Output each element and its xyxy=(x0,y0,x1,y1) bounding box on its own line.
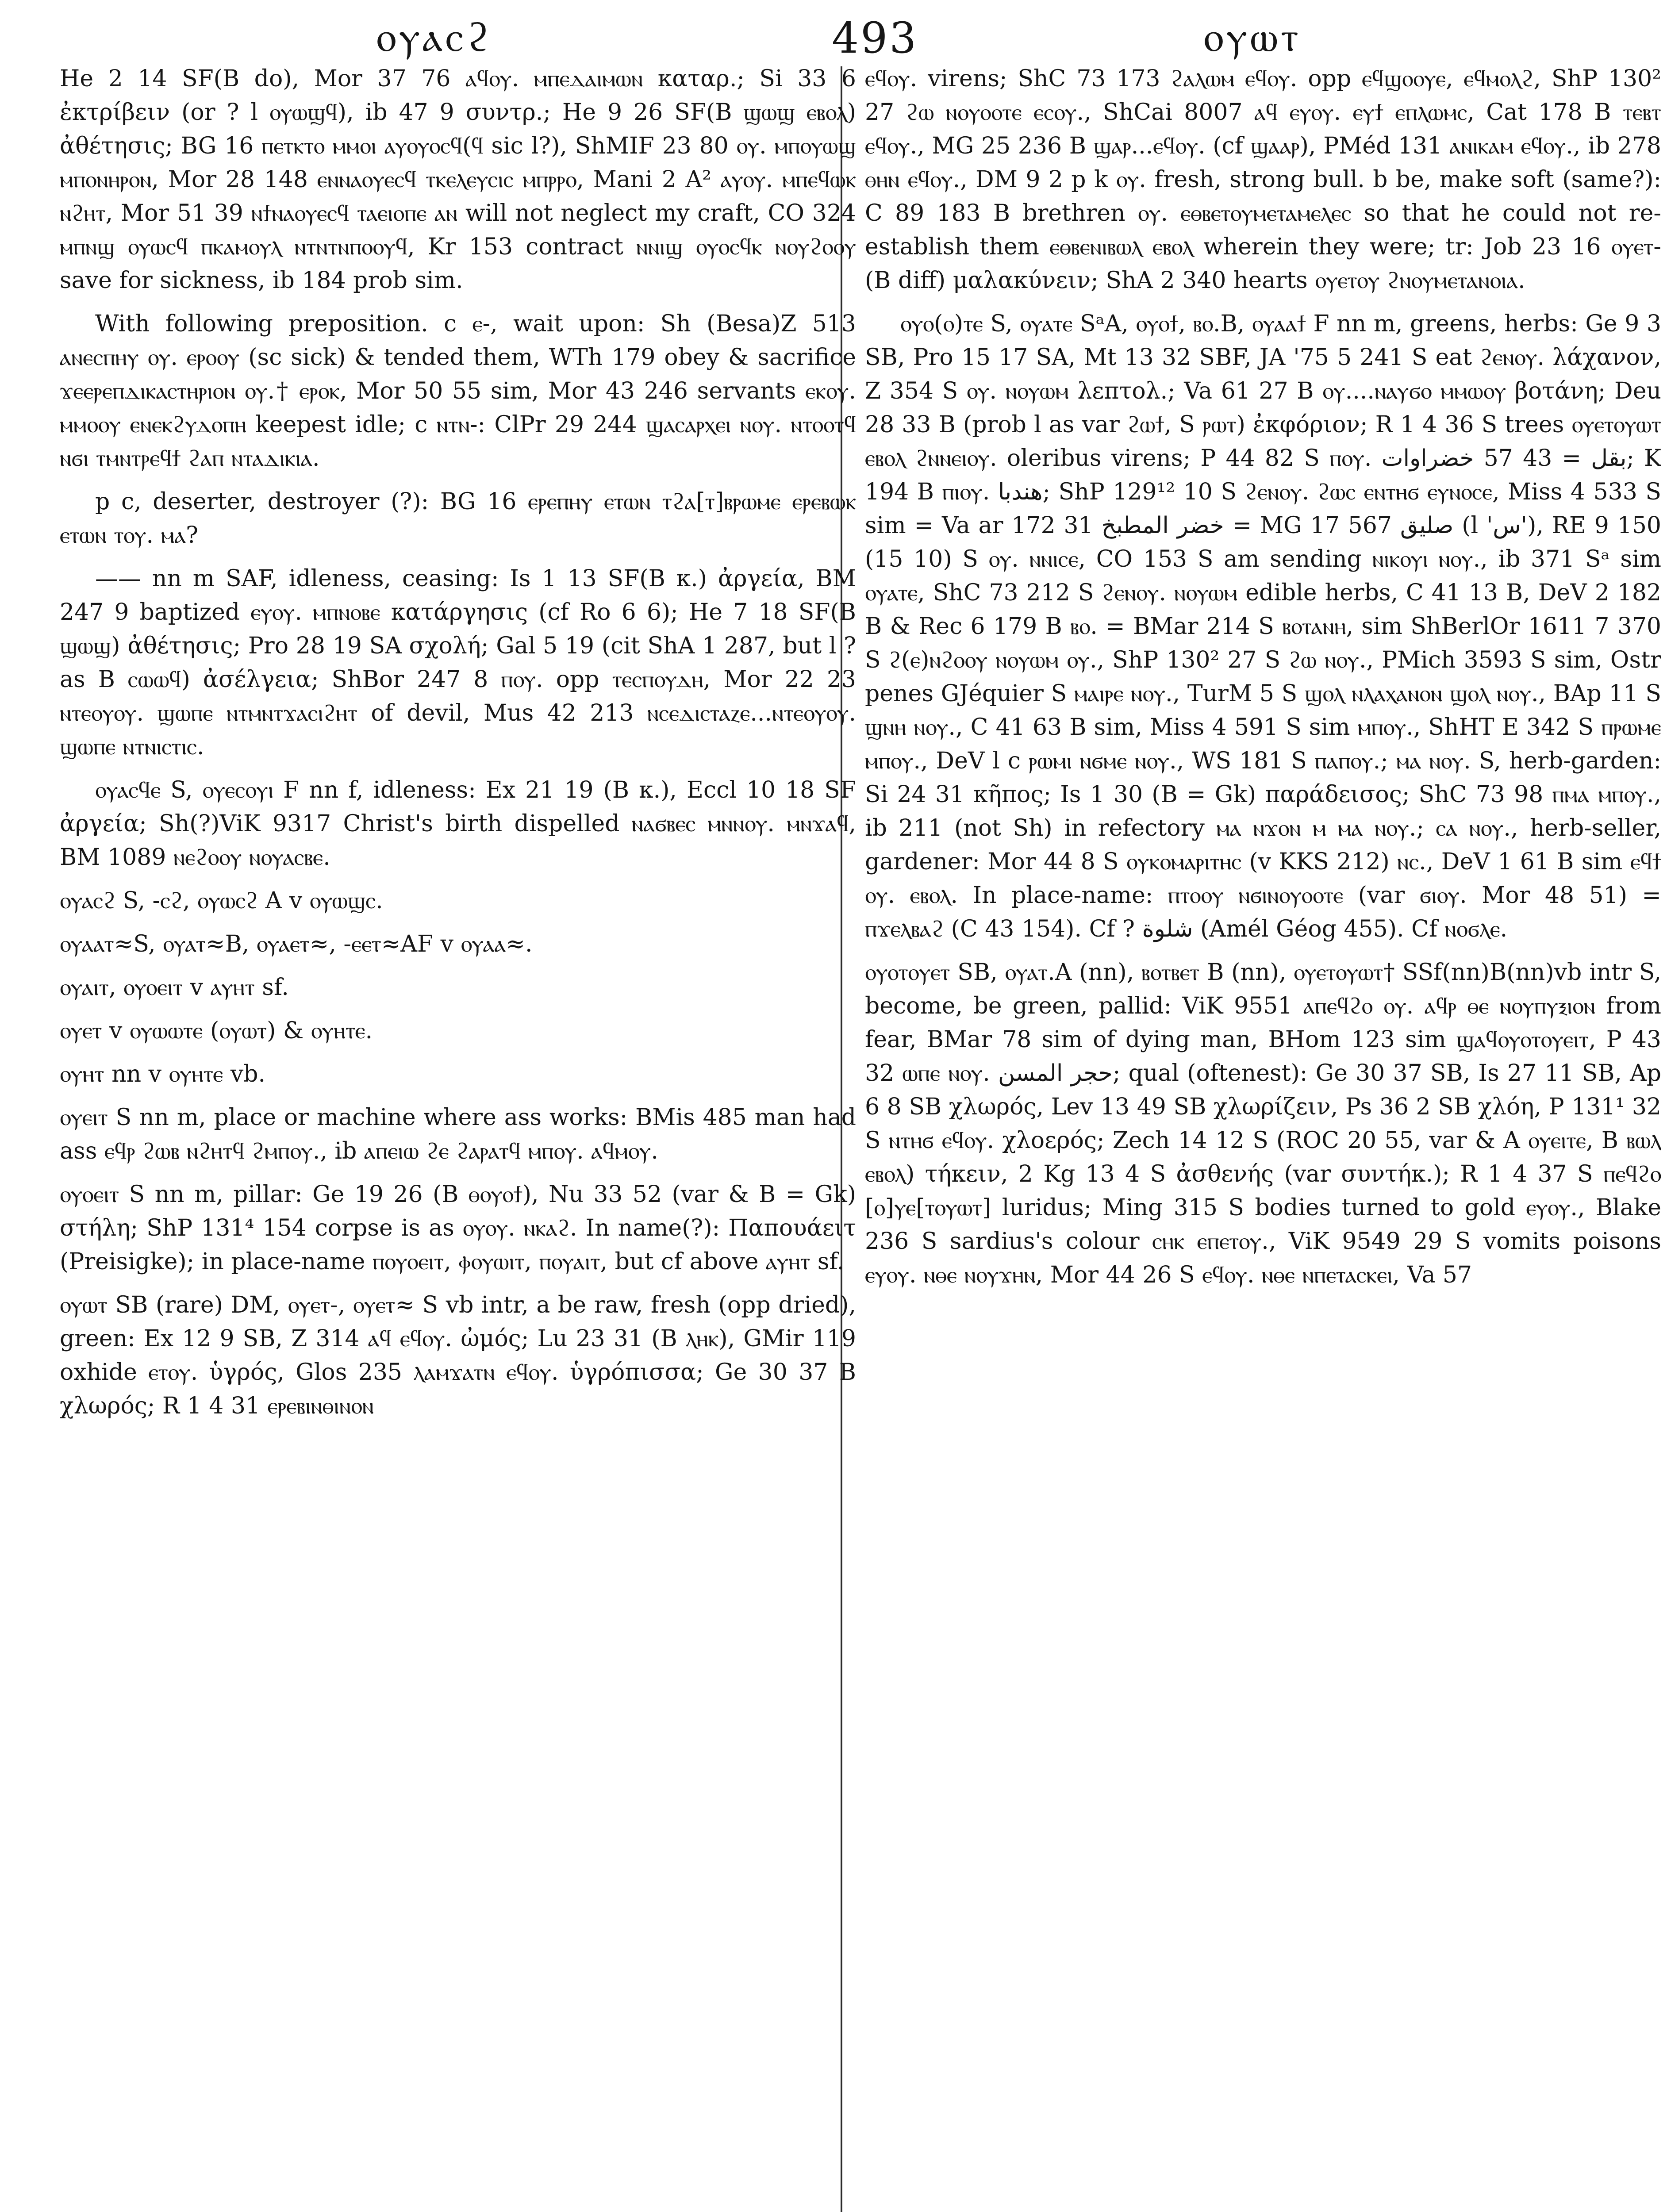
cross-ref-ouaat: ⲟⲩⲁⲁⲧ≈S, ⲟⲩⲁⲧ≈B, ⲟⲩⲁⲉⲧ≈, -ⲉⲉⲧ≈AF v ⲟⲩⲁⲁ≈. xyxy=(60,931,533,957)
page-header xyxy=(0,0,1667,66)
noun-entry-idleness: —— nn m SAF, idleness, ceasing: Is 1 13 SF(B κ.) ἀργεία, BM 247 9 baptized ⲉⲩⲟⲩ. ⲙⲡⲛⲟⲃⲉ κατάργησις (cf Ro 6 6); He 7 18 SF(B ϣⲱϣ) ἀθέτησις; Pro 28 19 SA σχολή; Gal 5 19 (cit ShA 1 287, but l ? as B ⲥⲱⲱϥ) ἀσέλγεια; ShBor 247 8 ⲡⲟⲩ. opp ⲧⲉⲥⲡⲟⲩⲇⲏ, Mor 22 23 ⲛⲧⲉⲟⲩⲟⲩ. ϣⲱⲡⲉ ⲛⲧⲙⲛⲧϫⲁⲥⲓϩⲏⲧ of devil, Mus 42 213 ⲛⲥⲉⲇⲓⲥⲧⲁⲍⲉ...ⲛⲧⲉⲟⲩⲟⲩ. ϣⲱⲡⲉ ⲛⲧⲛⲓⲥⲧⲓⲥ. xyxy=(60,565,856,760)
entry-oueit: ⲟⲩⲉⲓⲧ S nn m, place or machine where ass works: BMis 485 man had ass ⲉϥⲣ ϩⲱⲃ ⲛϩⲏⲧϥ ϩⲙⲡⲟⲩ., ib ⲁⲡⲉⲓⲱ ϩⲉ ϩⲁⲣⲁⲧϥ ⲙⲡⲟⲩ. ⲁϥⲙⲟⲩ. xyxy=(60,1104,856,1164)
entry-ouoeit-pillar: ⲟⲩⲟⲉⲓⲧ S nn m, pillar: Ge 19 26 (B ⲑⲟⲩⲟϯ), Nu 33 52 (var & B = Gk) στήλη; ShP 131⁴ 154 corpse is as ⲟⲩⲟⲩ. ⲛⲕⲁϩ. In name(?): Παπουάειτ (Preisigke); in place-name ⲡⲟⲩⲟⲉⲓⲧ, ⲫⲟⲩⲱⲓⲧ, ⲡⲟⲩⲁⲓⲧ, but cf above ⲁⲩⲏⲧ sf. xyxy=(60,1181,856,1275)
preposition-usage: With following preposition. c ⲉ-, wait upon: Sh (Besa)Z 513 ⲁⲛⲉⲥⲡⲏⲩ ⲟⲩ. ⲉⲣⲟⲟⲩ (sc sick) & tended them, WTh 179 obey & sacrifice ϫⲉⲉⲣⲉⲡⲇⲓⲕⲁⲥⲧⲏⲣⲓⲟⲛ ⲟⲩ.† ⲉⲣⲟⲕ, Mor 50 55 sim, Mor 43 246 servants ⲉⲕⲟⲩ. ⲙⲙⲟⲟⲩ ⲉⲛⲉⲕϩⲩⲇⲟⲡⲏ keepest idle; c ⲛⲧⲛ-: ClPr 29 244 ϣⲁⲥⲁⲣⲭⲉⲓ ⲛⲟⲩ. ⲛⲧⲟⲟⲧϥ ⲛϭⲓ ⲧⲙⲛⲧⲣⲉϥϯ ϩⲁⲡ ⲛⲧⲁⲇⲓⲕⲓⲁ. xyxy=(60,311,856,472)
entry-ouot-continuation: ⲉϥⲟⲩ. virens; ShC 73 173 ϩⲁⲗⲱⲙ ⲉϥⲟⲩ. opp ⲉϥϣⲟⲟⲩⲉ, ⲉϥⲙⲟⲗϩ, ShP 130² 27 ϩⲱ ⲛⲟⲩⲟⲟⲧⲉ ⲉⲥⲟⲩ., ShCai 8007 ⲁϥ ⲉⲩⲟⲩ. ⲉⲩϯ ⲉⲡⲗⲱⲙⲥ, Cat 178 B ⲧⲉⲃⲧ ⲉϥⲟⲩ., MG 25 236 B ϣⲁⲣ...ⲉϥⲟⲩ. (cf ϣⲁⲁⲣ), PMéd 131 ⲁⲛⲓⲕⲁⲙ ⲉϥⲟⲩ., ib 278 ⲑⲏⲛ ⲉϥⲟⲩ., DM 9 2 p k ⲟⲩ. fresh, strong bull. b be, make soft (same?): C 89 183 B brethren ⲟⲩ. ⲉⲑⲃⲉⲧⲟⲩⲙⲉⲧⲁⲙⲉⲗⲉⲥ so that he could not re-establish them ⲉⲑⲃⲉⲛⲓⲃⲱⲗ ⲉⲃⲟⲗ wherein they were; tr: Job 23 16 ⲟⲩⲉⲧ- (B diff) μαλακύνειν; ShA 2 340 hearts ⲟⲩⲉⲧⲟⲩ ϩⲛⲟⲩⲙⲉⲧⲁⲛⲟⲓⲁ. xyxy=(865,65,1661,294)
left-running-headword: ⲟⲩⲁⲥϩ xyxy=(376,13,493,61)
entry-ouotouet: ⲟⲩⲟⲧⲟⲩⲉⲧ SB, ⲟⲩⲁⲧ.A (nn), ⲃⲟⲧⲃⲉⲧ B (nn), ⲟⲩⲉⲧⲟⲩⲱⲧ† SSf(nn)B(nn)vb intr S, become, be green, pallid: ViK 9551 ⲁⲡⲉϥϩⲟ ⲟⲩ. ⲁϥⲣ ⲑⲉ ⲛⲟⲩⲡⲩⲝⲓⲟⲛ from fear, BMar 78 sim of dying man, BHom 123 sim ϣⲁϥⲟⲩⲟⲧⲟⲩⲉⲓⲧ, P 43 32 ⲱⲡⲉ ⲛⲟⲩ. حجر المسن; qual (oftenest): Ge 30 37 SB, Is 27 11 SB, Ap 6 8 SB χλωρός, Lev 13 49 SB χλωρίζειν, Ps 36 2 SB χλόη, P 131¹ 32 S ⲛⲧⲏϭ ⲉϥⲟⲩ. χλοερός; Zech 14 12 S (ROC 20 55, var & A ⲟⲩⲉⲓⲧⲉ, B ⲃⲱⲗ ⲉⲃⲟⲗ) τήκειν, 2 Kg 13 4 S ἀσθενής (var συντήκ.); R 1 4 37 S ⲡⲉϥϩⲟ [ⲟ]ⲩⲉ[ⲧⲟⲩⲱⲧ] luridus; Ming 315 S bodies turned to gold ⲉⲩⲟⲩ., Blake 236 S sardius's colour ⲥⲏⲕ ⲉⲡⲉⲧⲟⲩ., ViK 9549 29 S vomits poisons ⲉⲩⲟⲩ. ⲛⲑⲉ ⲛⲟⲩϫⲏⲛ, Mor 44 26 S ⲉϥⲟⲩ. ⲛⲑⲉ ⲛⲡⲉⲧⲁⲥⲕⲉⲓ, Va 57 xyxy=(865,959,1661,1288)
cross-ref-ouet: ⲟⲩⲉⲧ v ⲟⲩⲱⲱⲧⲉ (ⲟⲩⲱⲧ) & ⲟⲩⲏⲧⲉ. xyxy=(60,1018,373,1044)
cross-ref-ouet-nn: ⲟⲩⲏⲧ nn v ⲟⲩⲏⲧⲉ vb. xyxy=(60,1061,266,1087)
page-number: 493 xyxy=(832,13,918,63)
entry-continuation: He 2 14 SF(B do), Mor 37 76 ⲁϥⲟⲩ. ⲙⲡⲉⲇⲁⲓⲙⲱⲛ καταρ.; Si 33 6 ἐκτρίβειν (or ? l ⲟⲩⲱϣϥ), ib 47 9 συντρ.; He 9 26 SF(B ϣⲱϣ ⲉⲃⲟⲗ) ἀθέτησις; BG 16 ⲡⲉⲧⲕⲧⲟ ⲙⲙⲟⲓ ⲁⲩⲟⲩⲟⲥϥ(ϥ sic l?), ShMIF 23 80 ⲟⲩ. ⲙⲡⲟⲩⲱϣ ⲙⲡⲟⲛⲏⲣⲟⲛ, Mor 28 148 ⲉⲛⲛⲁⲟⲩⲉⲥϥ ⲧⲕⲉⲗⲉⲩⲥⲓⲥ ⲙⲡⲣⲣⲟ, Mani 2 A² ⲁⲩⲟⲩ. ⲙⲡⲉϥⲱⲕ ⲛϩⲏⲧ, Mor 51 39 ⲛϯⲛⲁⲟⲩⲉⲥϥ ⲧⲁⲉⲓⲟⲡⲉ ⲁⲛ will not neglect my craft, CO 324 ⲙⲡⲛϣ ⲟⲩⲱⲥϥ ⲡⲕⲁⲙⲟⲩⲗ ⲛⲧⲛⲧⲛⲡⲟⲟⲩϥ, Kr 153 contract ⲛⲛⲓϣ ⲟⲩⲟⲥϥⲕ ⲛⲟⲩϩⲟⲟⲩ save for sickness, ib 184 prob sim. xyxy=(60,65,856,294)
cross-ref-ouait: ⲟⲩⲁⲓⲧ, ⲟⲩⲟⲉⲓⲧ v ⲁⲩⲏⲧ sf. xyxy=(60,974,289,1001)
entry-ouasqe: ⲟⲩⲁⲥϥⲉ S, ⲟⲩⲉⲥⲟⲩⲓ F nn f, idleness: Ex 21 19 (B κ.), Eccl 10 18 SF ἀργεία; Sh(?)ViK 9317 Christ's birth dispelled ⲛⲁϭⲃⲉⲥ ⲙⲛⲛⲟⲩ. ⲙⲛϫⲁϥ, BM 1089 ⲛⲉϩⲟⲟⲩ ⲛⲟⲩⲁⲥⲃⲉ. xyxy=(60,777,856,871)
entry-ouoote-greens: ⲟⲩⲟ(ⲟ)ⲧⲉ S, ⲟⲩⲁⲧⲉ SᵃA, ⲟⲩⲟϯ, ⲃⲟ.B, ⲟⲩⲁⲁϯ F nn m, greens, herbs: Ge 9 3 SB, Pro 15 17 SA, Mt 13 32 SBF, JA '75 5 241 S eat ϩⲉⲛⲟⲩ. λάχανον, Z 354 S ⲟⲩ. ⲛⲟⲩⲱⲙ λεπτολ.; Va 61 27 B ⲟⲩ....ⲛⲁⲩϭⲟ ⲙⲙⲱⲟⲩ βοτάνη; Deu 28 33 B (prob l as var ϩⲱϯ, S ⲣⲱⲧ) ἐκφόριον; R 1 4 36 S trees ⲟⲩⲉⲧⲟⲩⲱⲧ ⲉⲃⲟⲗ ϩⲛⲛⲉⲓⲟⲩ. oleribus virens; P 44 82 S ⲡⲟⲩ. بقل = 43 57 خضراوات; K 194 B ⲡⲓⲟⲩ. هندبا; ShP 129¹² 10 S ϩⲉⲛⲟⲩ. ϩⲱⲥ ⲉⲛⲧⲏϭ ⲉⲩⲛⲟⲥⲉ, Miss 4 533 S sim = Va ar 172 31 خضر المطبخ = MG 17 567 صليق (l 'س'), RE 9 150 (15 10) S ⲟⲩ. ⲛⲛⲓⲥⲉ, CO 153 S am sending ⲛⲓⲕⲟⲩⲓ ⲛⲟⲩ., ib 371 Sᵃ sim ⲟⲩⲁⲧⲉ, ShC 73 212 S ϩⲉⲛⲟⲩ. ⲛⲟⲩⲱⲙ edible herbs, C 41 13 B, DeV 2 182 B & Rec 6 179 B ⲃⲟ. = BMar 214 S ⲃⲟⲧⲁⲛⲏ, sim ShBerlOr 1611 7 370 S ϩ(ⲉ)ⲛϩⲟⲟⲩ ⲛⲟⲩⲱⲙ ⲟⲩ., ShP 130² 27 S ϩⲱ ⲛⲟⲩ., PMich 3593 S sim, Ostr penes GJéquier S ⲙⲁⲓⲣⲉ ⲛⲟⲩ., TurM 5 S ϣⲟⲗ ⲛⲗⲁⲭⲁⲛⲟⲛ ϣⲟⲗ ⲛⲟⲩ., BAp 11 S ϣⲛⲏ ⲛⲟⲩ., C 41 63 B sim, Miss 4 591 S sim ⲙⲡⲟⲩ., ShHT E 342 S ⲡⲣⲱⲙⲉ ⲙⲡⲟⲩ., DeV l c ⲣⲱⲙⲓ ⲛϭⲙⲉ ⲛⲟⲩ., WS 181 S ⲡⲁⲡⲟⲩ.; ⲙⲁ ⲛⲟⲩ. S, herb-garden: Si 24 31 κῆπος; Is 1 30 (B = Gk) παράδεισος; ShC 73 98 ⲡⲙⲁ ⲙⲡⲟⲩ., ib 211 (not Sh) in refectory ⲙⲁ ⲛϫⲟⲛ ⲙ ⲙⲁ ⲛⲟⲩ.; ⲥⲁ ⲛⲟⲩ., herb-seller, gardener: Mor 44 8 S ⲟⲩⲕⲟⲙⲁⲣⲓⲧⲏⲥ (v KKS 212) ⲛⲥ., DeV 1 61 B sim ⲉϥϯ ⲟⲩ. ⲉⲃⲟⲗ. In place-name: ⲡⲧⲟⲟⲩ ⲛϭⲓⲛⲟⲩⲟⲟⲧⲉ (var ϭⲓⲟⲩ. Mor 48 51) = ⲡϫⲉⲗⲃⲁϩ (C 43 154). Cf ? شلوة (Amél Géog 455). Cf ⲛⲟϭⲗⲉ. xyxy=(865,311,1661,942)
cross-ref-ouasx: ⲟⲩⲁⲥϩ S, -ⲥϩ, ⲟⲩⲱⲥϩ A v ⲟⲩⲱϣⲥ. xyxy=(60,887,383,914)
right-column xyxy=(865,62,1661,2212)
right-running-headword: ⲟⲩⲱⲧ xyxy=(1203,13,1302,61)
left-column xyxy=(60,62,856,2212)
entry-ouot: ⲟⲩⲱⲧ SB (rare) DM, ⲟⲩⲉⲧ-, ⲟⲩⲉⲧ≈ S vb intr, a be raw, fresh (opp dried), green: Ex 12 9 SB, Z 314 ⲁϥ ⲉϥⲟⲩ. ὠμός; Lu 23 31 (B ⲗⲏⲕ), GMir 119 oxhide ⲉⲧⲟⲩ. ὑγρός, Glos 235 ⲗⲁⲙϫⲁⲧⲛ ⲉϥⲟⲩ. ὑγρόπισσα; Ge 30 37 B χλωρός; R 1 4 31 ⲉⲣⲉⲃⲓⲛⲑⲓⲛⲟⲛ xyxy=(60,1292,856,1419)
participle-entry: p c, deserter, destroyer (?): BG 16 ⲉⲣⲉⲡⲏⲩ ⲉⲧⲱⲛ ⲧϩⲁ[ⲧ]ⲃⲣⲱⲙⲉ ⲉⲣⲉⲃⲱⲕ ⲉⲧⲱⲛ ⲧⲟⲩ. ⲙⲁ? xyxy=(60,488,856,549)
